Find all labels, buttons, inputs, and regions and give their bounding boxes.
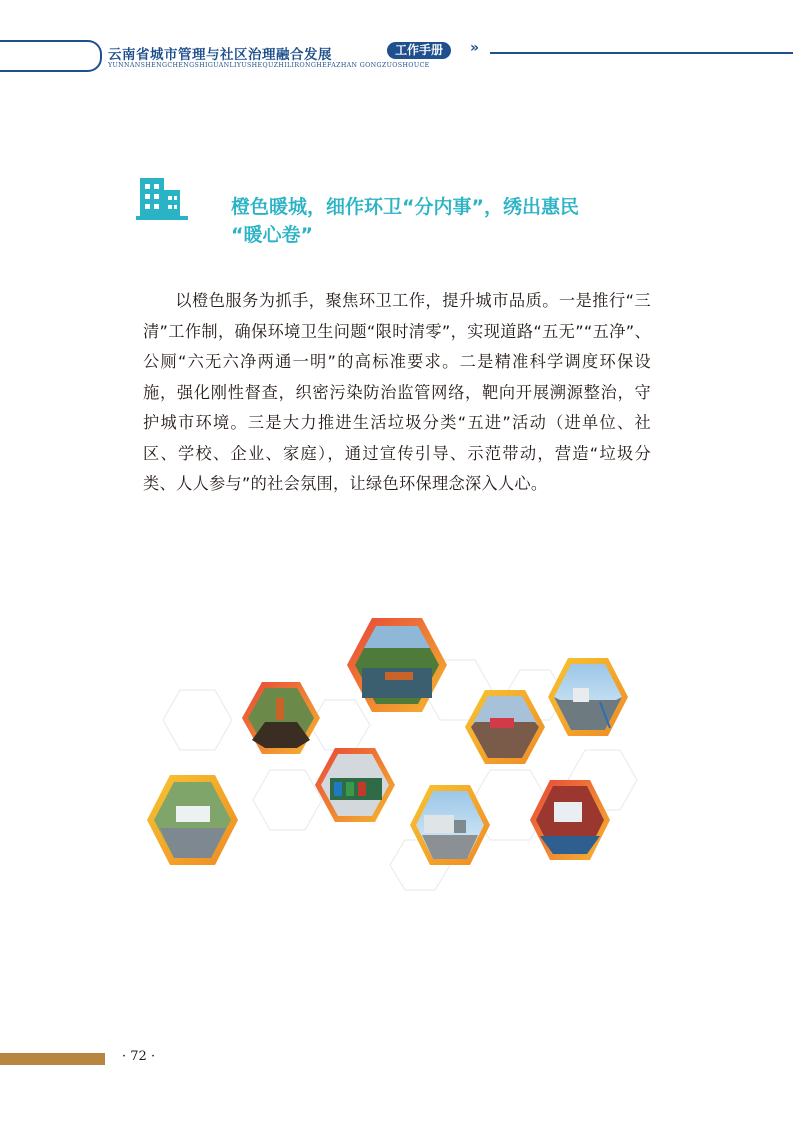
- market-tents-photo: [465, 690, 545, 764]
- section-title: [231, 193, 651, 249]
- river-cleaning-photo: [347, 618, 447, 712]
- page-number: · 72 ·: [122, 1049, 156, 1064]
- header-rule: [490, 52, 793, 54]
- water-truck-photo: [410, 785, 490, 865]
- section-title-line2: “暖心卷”: [231, 224, 313, 246]
- waste-station-photo: [315, 748, 395, 822]
- header-title: 云南省城市管理与社区治理融合发展: [108, 47, 332, 63]
- body-text: [143, 286, 651, 500]
- garden-work-photo: [242, 682, 320, 754]
- footer-bar: [0, 1053, 105, 1065]
- header-frame: [0, 40, 102, 72]
- section-title-line1: 橙色暖城，细作环卫“分内事”，绣出惠民: [231, 196, 579, 218]
- body-paragraph: 以橙色服务为抓手，聚焦环卫工作，提升城市品质。一是推行“三清”工作制，确保环境卫生问题“限时清零”，实现道路“五无”“五净”、公厕“六无六净两通一明”的高标准要求。二是精准科学调度环保设施，强化刚性督查，织密污染防治监管网络，靶向开展溯源整治，守护城市环境。三是大力推进生活垃圾分类“五进”活动（进单位、社区、学校、企业、家庭），通过宣传引导、示范带动，营造“垃圾分类、人人参与”的社会氛围，让绿色环保理念深入人心。: [143, 291, 651, 493]
- chevron-right-icon: »: [470, 40, 480, 56]
- road-sweeper-photo: [548, 658, 628, 736]
- photo-collage: [140, 610, 660, 900]
- header-pinyin: YUNNANSHENGCHENGSHIGUANLIYUSHEQUZHILIRONGHEFAZHAN GONGZUOSHOUCE: [108, 62, 430, 69]
- building-icon: [136, 170, 188, 222]
- street-flushing-photo: [147, 775, 238, 865]
- header-badge: 工作手册: [387, 42, 451, 59]
